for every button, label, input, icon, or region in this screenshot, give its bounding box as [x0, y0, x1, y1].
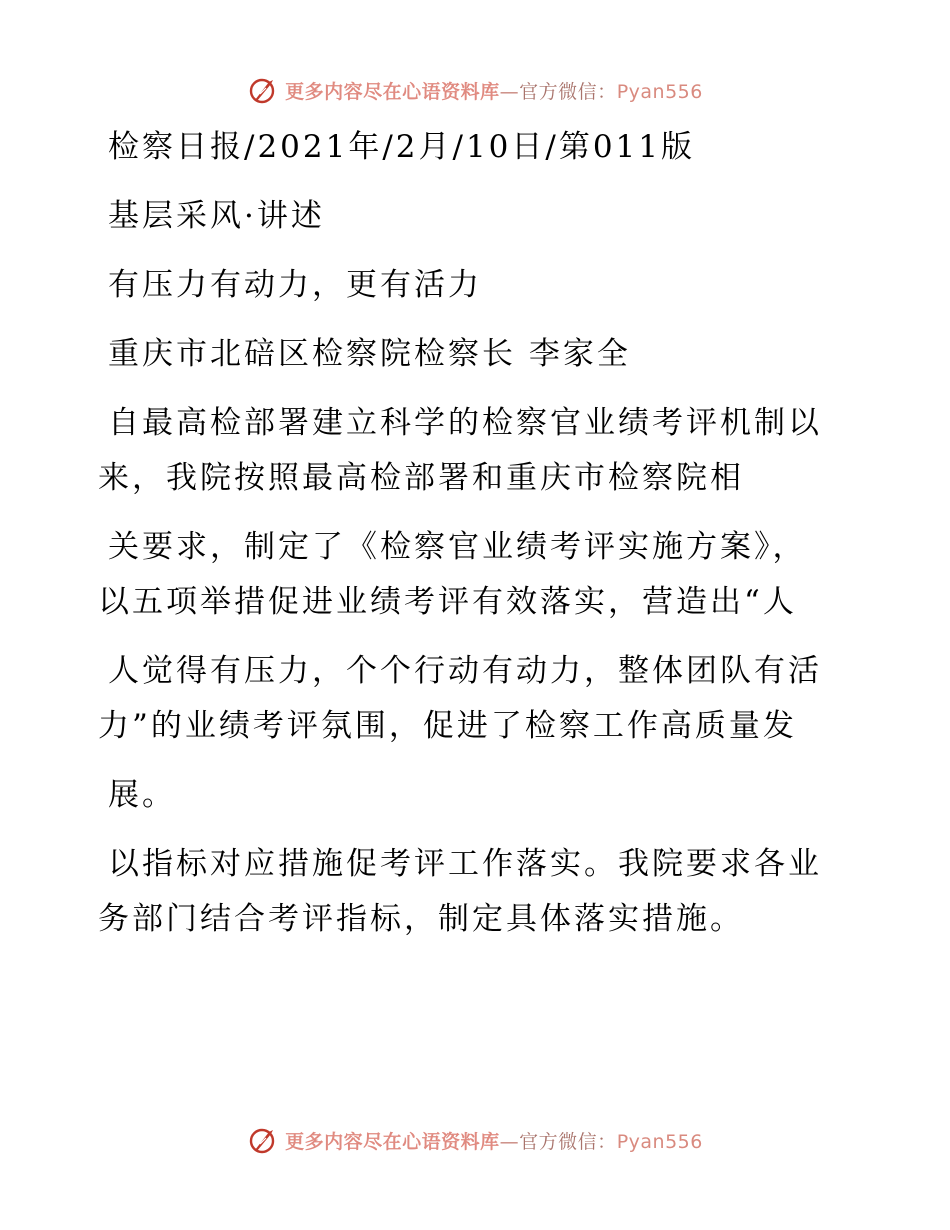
- article-title: 有压力有动力，更有活力: [108, 267, 482, 303]
- watermark-group: [247, 1124, 703, 1156]
- masthead: 检察日报/2021年/2月/10日/第011版: [108, 129, 696, 165]
- paragraph-line: 人觉得有压力，个个行动有动力，整体团队有活: [108, 653, 822, 689]
- paragraph-line: 以五项举措促进业绩考评有效落实，营造出“人: [98, 584, 797, 620]
- watermark-main-text: 更多内容尽在心语资料库: [285, 80, 500, 103]
- watermark-text: [285, 77, 703, 104]
- paragraph-line: 以指标对应措施促考评工作落实。我院要求各业: [108, 846, 822, 882]
- watermark-wechat-id: Pyan556: [616, 80, 703, 103]
- watermark-banner-bottom: [0, 1120, 950, 1160]
- paragraph-line: 务部门结合考评指标，制定具体落实措施。: [98, 901, 744, 937]
- watermark-dash: —: [499, 80, 520, 103]
- column-name: 基层采风·讲述: [108, 198, 325, 234]
- quill-logo-icon: [247, 1124, 279, 1156]
- watermark-label: 官方微信：: [519, 80, 617, 103]
- watermark-wechat-id: Pyan556: [616, 1130, 703, 1153]
- document-body: [98, 120, 838, 947]
- paragraph-line: 展。: [108, 777, 176, 813]
- paragraph-line: 来，我院按照最高检部署和重庆市检察院相: [98, 460, 744, 496]
- paragraph-line: 自最高检部署建立科学的检察官业绩考评机制以: [108, 405, 822, 441]
- paragraph: [98, 644, 838, 754]
- paragraph-line: 力”的业绩考评氛围，促进了检察工作高质量发: [98, 708, 797, 744]
- paragraph: [98, 837, 838, 947]
- watermark-banner-top: [0, 70, 950, 110]
- watermark-dash: —: [499, 1130, 520, 1153]
- paragraph: [98, 396, 838, 506]
- paragraph: [98, 768, 838, 823]
- watermark-group: [247, 74, 703, 106]
- article-author: 重庆市北碚区检察院检察长 李家全: [108, 336, 631, 372]
- quill-logo-icon: [247, 74, 279, 106]
- paragraph-line: 关要求，制定了《检察官业绩考评实施方案》，: [108, 529, 807, 565]
- watermark-label: 官方微信：: [519, 1130, 617, 1153]
- watermark-text: [285, 1127, 703, 1154]
- paragraph: [98, 520, 838, 630]
- watermark-main-text: 更多内容尽在心语资料库: [285, 1130, 500, 1153]
